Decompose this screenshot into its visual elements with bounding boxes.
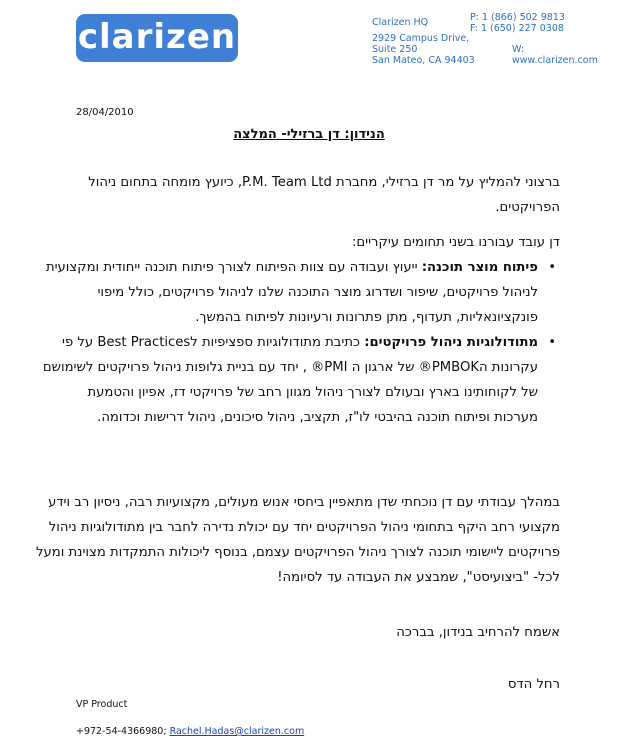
letter-subject: הנידון: דן ברזילי- המלצה: [233, 127, 385, 142]
areas-list: [40, 255, 560, 430]
signer-email-link[interactable]: Rachel.Hadas@clarizen.com: [169, 726, 305, 737]
list-item: [40, 255, 560, 330]
signature-name: רחל הדס: [507, 677, 560, 692]
hq-address: [372, 33, 475, 66]
address-line: San Mateo, CA 94403: [372, 55, 475, 66]
list-item: [40, 330, 560, 430]
address-line: Suite 250: [372, 44, 418, 55]
hq-fax: F: 1 (650) 227 0308: [470, 23, 564, 34]
signer-phone: +972-54-4366980;: [76, 726, 167, 737]
hq-web: [512, 44, 598, 66]
signer-title: VP Product: [76, 699, 128, 710]
hq-phones: [470, 12, 565, 34]
web-link[interactable]: www.clarizen.com: [512, 55, 598, 66]
web-label: W:: [512, 44, 525, 55]
bullet-title: מתודולוגיות ניהול פרויקטים:: [364, 335, 538, 350]
bullet-text: ייעוץ ועבודה עם צוות הפיתוח לצורך פיתוח תוכנה ייחודית ומקצועית לניהול פרויקטים, שיפור ושדרוג מוצר התוכנה שלנו לניהול פרויקטים, כולל מיפוי פונקציונאליות, תעדוף, מתן פתרונות ורעיונות לפיתוח בהמשך.: [45, 260, 538, 325]
closing-line: אשמח להרחיב בנידון, בברכה: [396, 625, 560, 640]
signer-contact: [76, 726, 304, 737]
experience-paragraph: במהלך עבודתי עם דן נוכחתי שדן מתאפיין ביחסי אנוש מעולים, מקצועיות רבה, ניסיון רב וידע מקצועי רחב היקף בתחומי ניהול הפרויקטים יחד עם יכולת נדירה לחבר בין מתודולוגיות ניהול פרויקטים ליישומי תוכנה לצורך ניהול הפרויקטים עצמם, בנוסף ליכולות התמקדות מצוינת ומעל לכל- "ביצועיסט", שמבצע את העבודה עד לסיומה!: [36, 495, 560, 585]
bullet-text: כתיבת מתודולוגיות ספציפיות לBest Practices על פי עקרונות הPMBOK® של ארגון ה PMI® , יחד עם בניית גלופות ניהול פרויקטים לשימושם של לקוחותינו בארץ ובעולם לצורך ניהול מגוון רחב של פרויקטי דז, אפיון והטמעת מערכות ופיתוח תוכנה בהיבטי לו"ז, תקציב, ניהול סיכונים, ניהול דרישות וכדומה.: [42, 335, 538, 425]
letter-date: 28/04/2010: [76, 107, 134, 118]
intro-paragraph: ברצוני להמליץ על מר דן ברזילי, מחברת P.M. Team Ltd, כיועץ מומחה בתחום ניהול הפרויקטים.: [88, 175, 560, 215]
clarizen-logo: clarizen: [76, 14, 238, 62]
bullet-icon: •: [548, 335, 556, 350]
hq-title: Clarizen HQ: [372, 17, 429, 28]
areas-intro: דן עובד עבורנו בשני תחומים עיקריים:: [351, 235, 560, 250]
address-line: 2929 Campus Drive,: [372, 33, 470, 44]
hq-phone: P: 1 (866) 502 9813: [470, 12, 565, 23]
bullet-title: פיתוח מוצר תוכנה:: [421, 260, 538, 275]
bullet-icon: •: [548, 260, 556, 275]
